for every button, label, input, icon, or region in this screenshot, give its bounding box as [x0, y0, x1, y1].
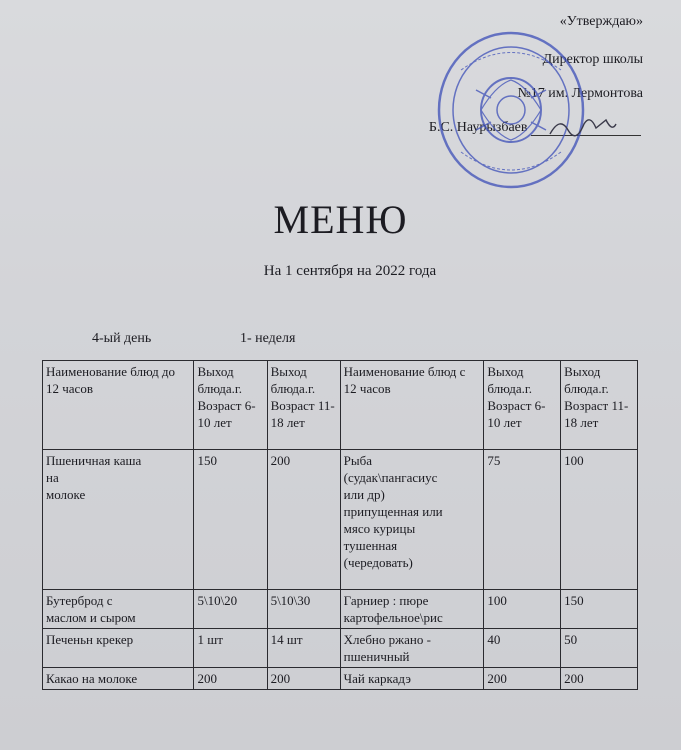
signature-scribble-icon: [548, 110, 618, 140]
table-cell: Бутерброд с маслом и сыром: [43, 590, 194, 629]
menu-date: На 1 сентября на 2022 года: [263, 263, 437, 279]
table-header-row: [43, 361, 638, 450]
table-cell: 100: [484, 590, 561, 629]
table-cell: 14 шт: [267, 629, 340, 668]
header-dish-after-12: Наименование блюд с 12 часов: [340, 361, 484, 450]
header-yield-6-10: Выход блюда.г. Возраст 6-10 лет: [194, 361, 267, 450]
day-label: 4-ый день: [92, 331, 152, 346]
table-cell: 150: [194, 450, 267, 590]
approval-line-2: Директор школы: [542, 52, 643, 67]
table-cell: 5\10\20: [194, 590, 267, 629]
table-cell: 5\10\30: [267, 590, 340, 629]
table-row: [43, 668, 638, 690]
header-yield-6-10-after: Выход блюда.г. Возраст 6-10 лет: [484, 361, 561, 450]
header-yield-11-18: Выход блюда.г. Возраст 11-18 лет: [267, 361, 340, 450]
table-row: [43, 450, 638, 590]
table-cell: 200: [267, 668, 340, 690]
table-cell: 100: [561, 450, 638, 590]
table-row: [43, 629, 638, 668]
table-cell: Рыба (судак\пангасиус или др) припущенная или мясо курицы тушенная (чередовать): [340, 450, 484, 590]
table-cell: 200: [484, 668, 561, 690]
table-cell: Хлебно ржано - пшеничный: [340, 629, 484, 668]
table-row: [43, 590, 638, 629]
table-cell: 200: [194, 668, 267, 690]
menu-table: [42, 360, 638, 690]
table-cell: Какао на молоке: [43, 668, 194, 690]
header-dish-before-12: Наименование блюд до 12 часов: [43, 361, 194, 450]
table-cell: 200: [561, 668, 638, 690]
page-title: МЕНЮ: [273, 197, 408, 242]
table-cell: Печеньн крекер: [43, 629, 194, 668]
approval-line-3: №17 им. Лермонтова: [517, 86, 643, 101]
table-cell: Пшеничная каша на молоке: [43, 450, 194, 590]
table-cell: 75: [484, 450, 561, 590]
table-cell: 200: [267, 450, 340, 590]
header-yield-11-18-after: Выход блюда.г. Возраст 11-18 лет: [561, 361, 638, 450]
approval-line-1: «Утверждаю»: [559, 14, 643, 29]
table-cell: 1 шт: [194, 629, 267, 668]
table-cell: Гарниер : пюре картофельное\рис: [340, 590, 484, 629]
table-cell: 50: [561, 629, 638, 668]
table-cell: Чай каркадэ: [340, 668, 484, 690]
table-cell: 150: [561, 590, 638, 629]
week-label: 1- неделя: [240, 331, 296, 346]
director-name: Б.С. Наурызбаев: [428, 120, 528, 135]
table-cell: 40: [484, 629, 561, 668]
